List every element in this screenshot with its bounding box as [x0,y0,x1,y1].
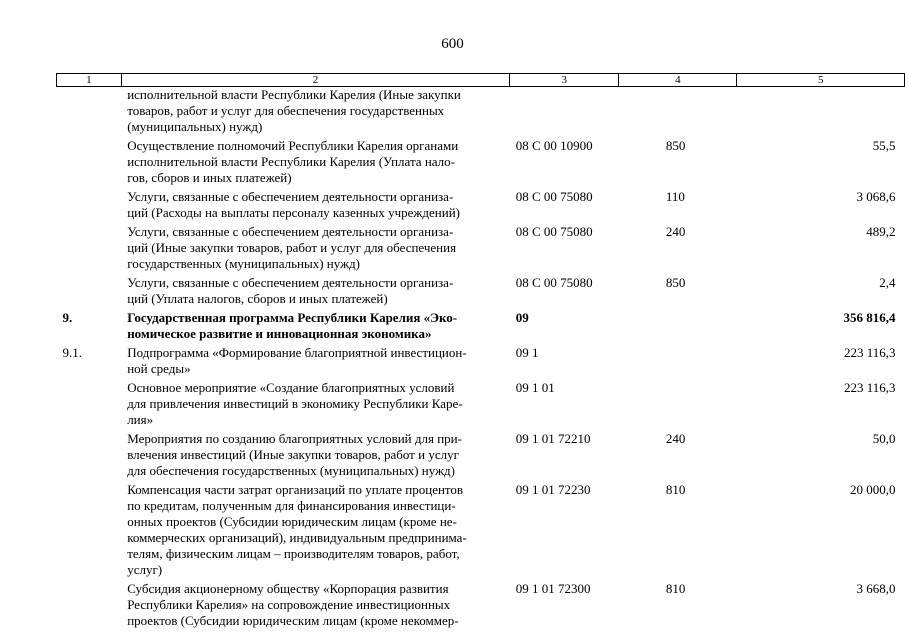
description-line: Республики Карелия» на сопровождение инвестиционных [127,597,451,612]
row-target-code: 09 1 01 72210 [515,431,591,446]
row-expense-type [619,380,737,431]
row-number: 9. [62,310,73,325]
row-amount: 2,4 [879,275,896,290]
description-line: влечения инвестиций (Иные закупки товаров, работ и услуг [127,447,459,462]
table-header-row [57,74,905,87]
description-line: ций (Уплата налогов, сборов и иных платежей) [127,291,388,306]
row-number [57,275,122,310]
row-number: 9.1. [62,345,82,360]
table-row [57,310,905,345]
description-line: номическое развитие и инновационная экономика» [127,326,432,341]
description-line: Услуги, связанные с обеспечением деятельности организа- [127,189,454,204]
row-expense-type: 110 [665,189,685,204]
row-target-code: 09 1 [515,345,539,360]
table-row [57,345,905,380]
row-amount: 20 000,0 [850,482,896,497]
description-line: Компенсация части затрат организаций по уплате процентов [127,482,464,497]
description-line: Субсидия акционерному обществу «Корпорация развития [127,581,449,596]
table-row [57,275,905,310]
row-description [121,310,510,345]
row-target-code [510,87,619,139]
row-expense-type: 240 [665,431,686,446]
row-amount: 3 668,0 [856,581,896,596]
row-amount: 356 816,4 [843,310,896,325]
row-target-code: 08 С 00 75080 [515,275,593,290]
row-amount: 223 116,3 [843,345,896,360]
description-line: (муниципальных) нужд) [127,119,263,134]
description-line: исполнительной власти Республики Карелия (Уплата нало- [127,154,455,169]
row-amount: 3 068,6 [856,189,896,204]
row-expense-type: 850 [665,138,686,153]
budget-table [56,73,905,632]
row-target-code: 08 С 00 75080 [515,224,593,239]
description-line: ной среды» [127,361,191,376]
row-amount: 50,0 [872,431,896,446]
row-expense-type: 850 [665,275,686,290]
row-number [57,224,122,275]
column-header-2: 2 [121,74,510,87]
row-description [121,345,510,380]
row-description [121,87,510,139]
description-line: исполнительной власти Республики Карелия (Иные закупки [127,87,461,102]
row-description [121,275,510,310]
description-line: услуг) [127,562,163,577]
column-header-5: 5 [737,74,905,87]
row-number [57,189,122,224]
row-target-code: 09 1 01 72300 [515,581,591,596]
table-row [57,87,905,139]
table-row [57,224,905,275]
page-number: 600 [441,36,464,52]
row-number [57,431,122,482]
description-line: Услуги, связанные с обеспечением деятельности организа- [127,224,454,239]
description-line: гов, сборов и иных платежей) [127,170,292,185]
row-expense-type [619,310,737,345]
row-description [121,380,510,431]
row-description [121,138,510,189]
description-line: Мероприятия по созданию благоприятных условий для при- [127,431,462,446]
row-expense-type: 240 [665,224,686,239]
column-header-3: 3 [510,74,619,87]
description-line: Основное мероприятие «Создание благоприятных условий [127,380,455,395]
description-line: ций (Расходы на выплаты персоналу казенных учреждений) [127,205,461,220]
description-line: Государственная программа Республики Карелия «Эко- [127,310,458,325]
description-line: товаров, работ и услуг для обеспечения государственных [127,103,445,118]
description-line: для привлечения инвестиций в экономику Республики Каре- [127,396,463,411]
description-line: проектов (Субсидии юридическим лицам (кроме некоммер- [127,613,459,628]
row-amount: 55,5 [872,138,896,153]
description-line: государственных (муниципальных) нужд) [127,256,360,271]
row-number [57,380,122,431]
row-target-code: 08 С 00 75080 [515,189,593,204]
table-row [57,431,905,482]
description-line: лия» [127,412,154,427]
description-line: по кредитам, полученным для финансирования инвестици- [127,498,456,513]
row-description [121,431,510,482]
row-expense-type: 810 [665,482,686,497]
row-description [121,189,510,224]
row-description [121,482,510,581]
row-number [57,581,122,632]
column-header-1: 1 [57,74,122,87]
row-target-code: 09 [515,310,529,325]
table-row [57,138,905,189]
row-expense-type: 810 [665,581,686,596]
row-number [57,138,122,189]
description-line: Подпрограмма «Формирование благоприятной инвестицион- [127,345,467,360]
row-expense-type [619,345,737,380]
table-row [57,581,905,632]
table-body [57,87,905,633]
description-line: Осуществление полномочий Республики Карелия органами [127,138,459,153]
description-line: Услуги, связанные с обеспечением деятельности организа- [127,275,454,290]
column-header-4: 4 [619,74,737,87]
table-row [57,189,905,224]
row-amount: 223 116,3 [843,380,896,395]
description-line: для обеспечения государственных (муниципальных) нужд) [127,463,455,478]
row-description [121,581,510,632]
row-target-code: 09 1 01 72230 [515,482,591,497]
row-target-code: 09 1 01 [515,380,555,395]
description-line: ций (Иные закупки товаров, работ и услуг для обеспечения [127,240,457,255]
row-amount: 489,2 [866,224,896,239]
description-line: телям, физическим лицам – производителям товаров, работ, [127,546,460,561]
row-description [121,224,510,275]
row-amount [737,87,905,139]
description-line: коммерческих организаций), индивидуальным предпринима- [127,530,467,545]
row-expense-type [619,87,737,139]
description-line: онных проектов (Субсидии юридическим лицам (кроме не- [127,514,457,529]
row-number [57,87,122,139]
row-target-code: 08 С 00 10900 [515,138,593,153]
table-row [57,380,905,431]
table-row [57,482,905,581]
row-number [57,482,122,581]
